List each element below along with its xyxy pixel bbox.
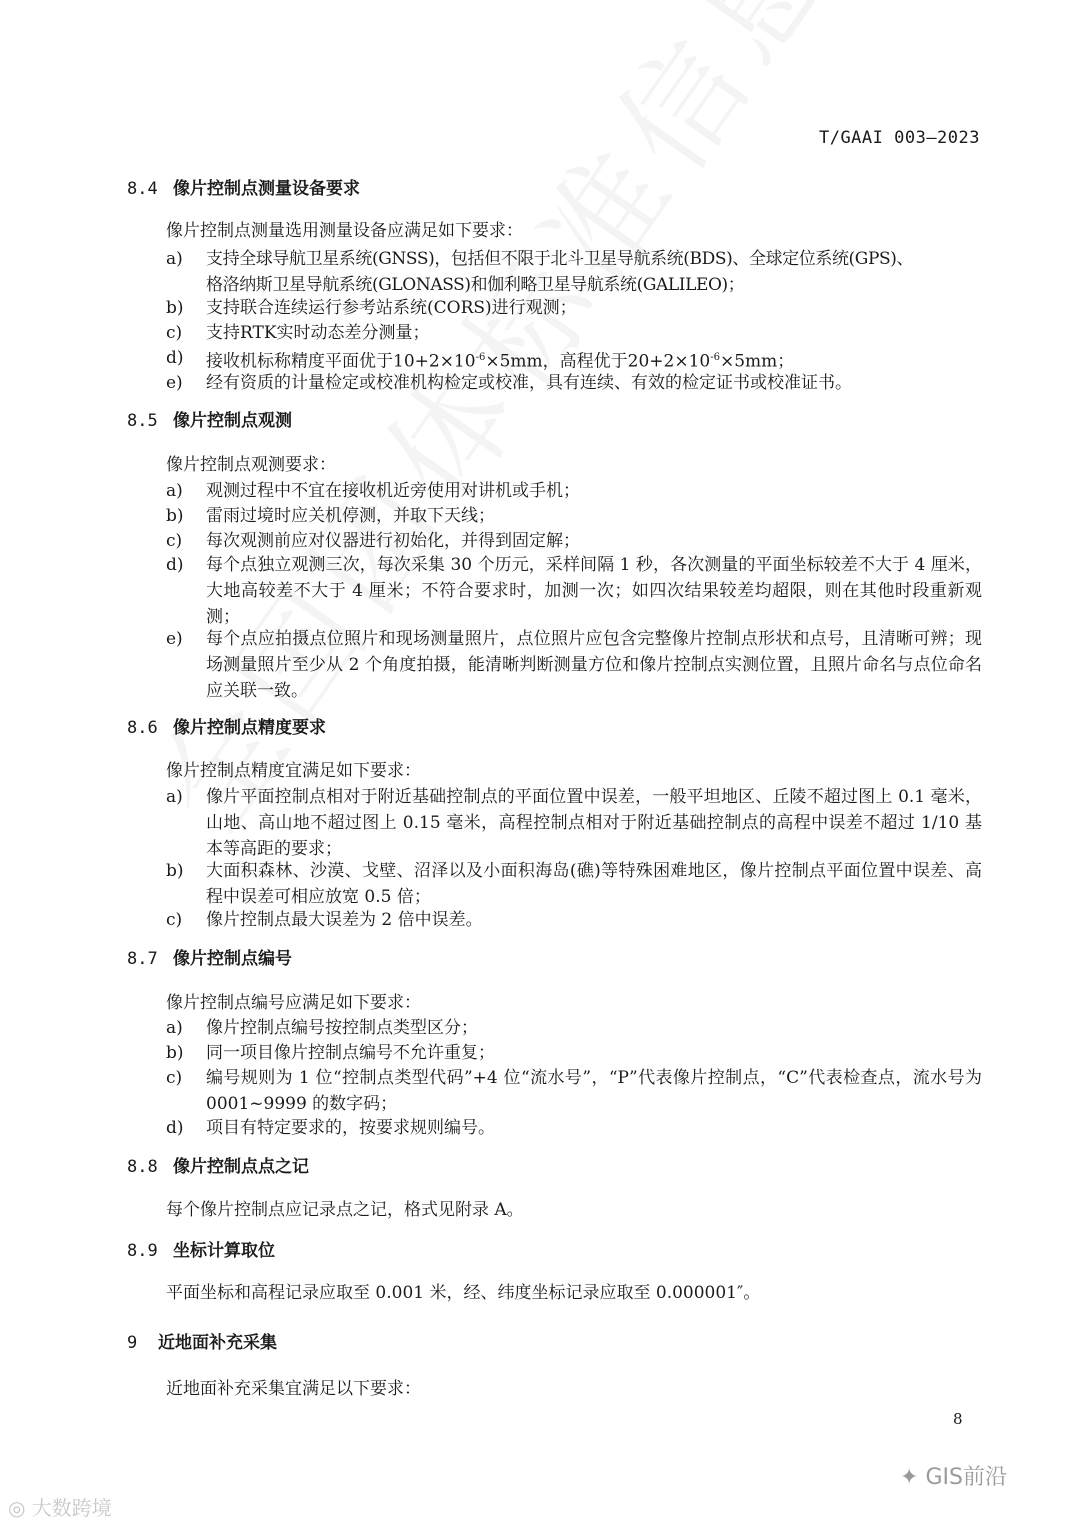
section-heading-9: 9 近地面补充采集 (127, 1333, 277, 1353)
section-heading-8-5: 8.5 像片控制点观测 (127, 411, 292, 431)
document-page: T/GAAI 003—2023 8.4 像片控制点测量设备要求 像片控制点测量选用测量设备应满足如下要求： a) 支持全球导航卫星系统(GNSS)，包括但不限于北斗卫星导航系统(BDS)、全球定位系统(GPS)、 格洛纳斯卫星导航系统(GLONASS)和伽利略卫星导航系统(GALILEO)； b) 支持联合连续运行参考站系统(CORS)进行观测； c) 支持RTK实时动态差分测量； d) 接收机标称精度平面优于$10+2\times 10^{-6}\times 5mm$，高程优于$20+2\times 10^{-6}\times 5mm$； e) 经有资质的计量检定或校准机构检定或校准，具有连续、有效的检定证书或校准证书。 8.5 像片控制点观测 像片控制点观测要求： a) 观测过程中不宜在接收机近旁使用对讲机或手机； b) 雷雨过境时应关机停测，并取下天线； c) 每次观测前应对仪器进行初始化，并得到固定解； d) 每个点独立观测三次，每次采集 30 个历元，采样间隔 1 秒，各次测量的平面坐标较差不大于 4 厘米，大地高较差不大于 4 厘米；不符合要求时，加测一次；如四次结果较差均超限，则在其他时段重新观测； e) 每个点应拍摄点位照片和现场测量照片，点位照片应包含完整像片控制点形状和点号，且清晰可辨；现场测量照片至少从 2 个角度拍摄，能清晰判断测量方位和像片控制点实测位置，且照片命名与点位命名应关联一致。 8.6 像片控制点精度要求 像片控制点精度宜满足如下要求： a) 像片平面控制点相对于附近基础控制点的平面位置中误差，一般平坦地区、丘陵不超过图上 0.1 毫米，山地、高山地不超过图上 0.15 毫米，高程控制点相对于附近基础控制点的高程中误差不超过 1/10 基本等高距的要求； b) 大面积森林、沙漠、戈壁、沼泽以及小面积海岛(礁)等特殊困难地区，像片控制点平面位置中误差、高程中误差可相应放宽 0.5 倍； c) 像片控制点最大误差为 2 倍中误差。 8.7 像片控制点编号 像片控制点编号应满足如下要求： a) 像片控制点编号按控制点类型区分； b) 同一项目像片控制点编号不允许重复； c) 编号规则为 1 位“控制点类型代码”+4 位“流水号”，“P”代表像片控制点，“C”代表检查点，流水号为 0001~9999 的数字码； d) 项目有特定要求的，按要求规则编号。 8.8 像片控制点点之记 每个像片控制点应记录点之记，格式见附录 A。 8.9 坐标计算取位 平面坐标和高程记录应取至 0.001 米，经、纬度坐标记录应取至 0.000001″。 9 近地面补充采集 近地面补充采集宜满足以下要求： 8 ◎ 大数跨境 ✦ GIS前沿 (0, 0, 1080, 1526)
watermark-right: ✦ GIS前沿 (900, 1465, 1007, 1490)
watermark-left: ◎ 大数跨境 (8, 1496, 112, 1520)
section-intro: 像片控制点编号应满足如下要求： (166, 993, 421, 1013)
section-heading-8-6: 8.6 像片控制点精度要求 (127, 718, 326, 738)
section-intro: 像片控制点精度宜满足如下要求： (166, 761, 421, 781)
section-intro: 像片控制点观测要求： (166, 455, 336, 475)
section-heading-8-8: 8.8 像片控制点点之记 (127, 1157, 309, 1177)
standard-number: T/GAAI 003—2023 (818, 128, 980, 148)
page-number: 8 (953, 1410, 963, 1428)
weibo-icon: ◎ (8, 1496, 32, 1520)
section-intro: 像片控制点测量选用测量设备应满足如下要求： (166, 221, 523, 241)
section-intro: 平面坐标和高程记录应取至 0.001 米，经、纬度坐标记录应取至 0.000001″。 (166, 1283, 761, 1303)
wechat-icon: ✦ (900, 1465, 926, 1490)
section-heading-8-4: 8.4 像片控制点测量设备要求 (127, 179, 360, 199)
section-heading-8-9: 8.9 坐标计算取位 (127, 1241, 275, 1261)
section-intro: 每个像片控制点应记录点之记，格式见附录 A。 (166, 1200, 524, 1220)
section-intro: 近地面补充采集宜满足以下要求： (166, 1379, 421, 1399)
section-heading-8-7: 8.7 像片控制点编号 (127, 949, 292, 969)
